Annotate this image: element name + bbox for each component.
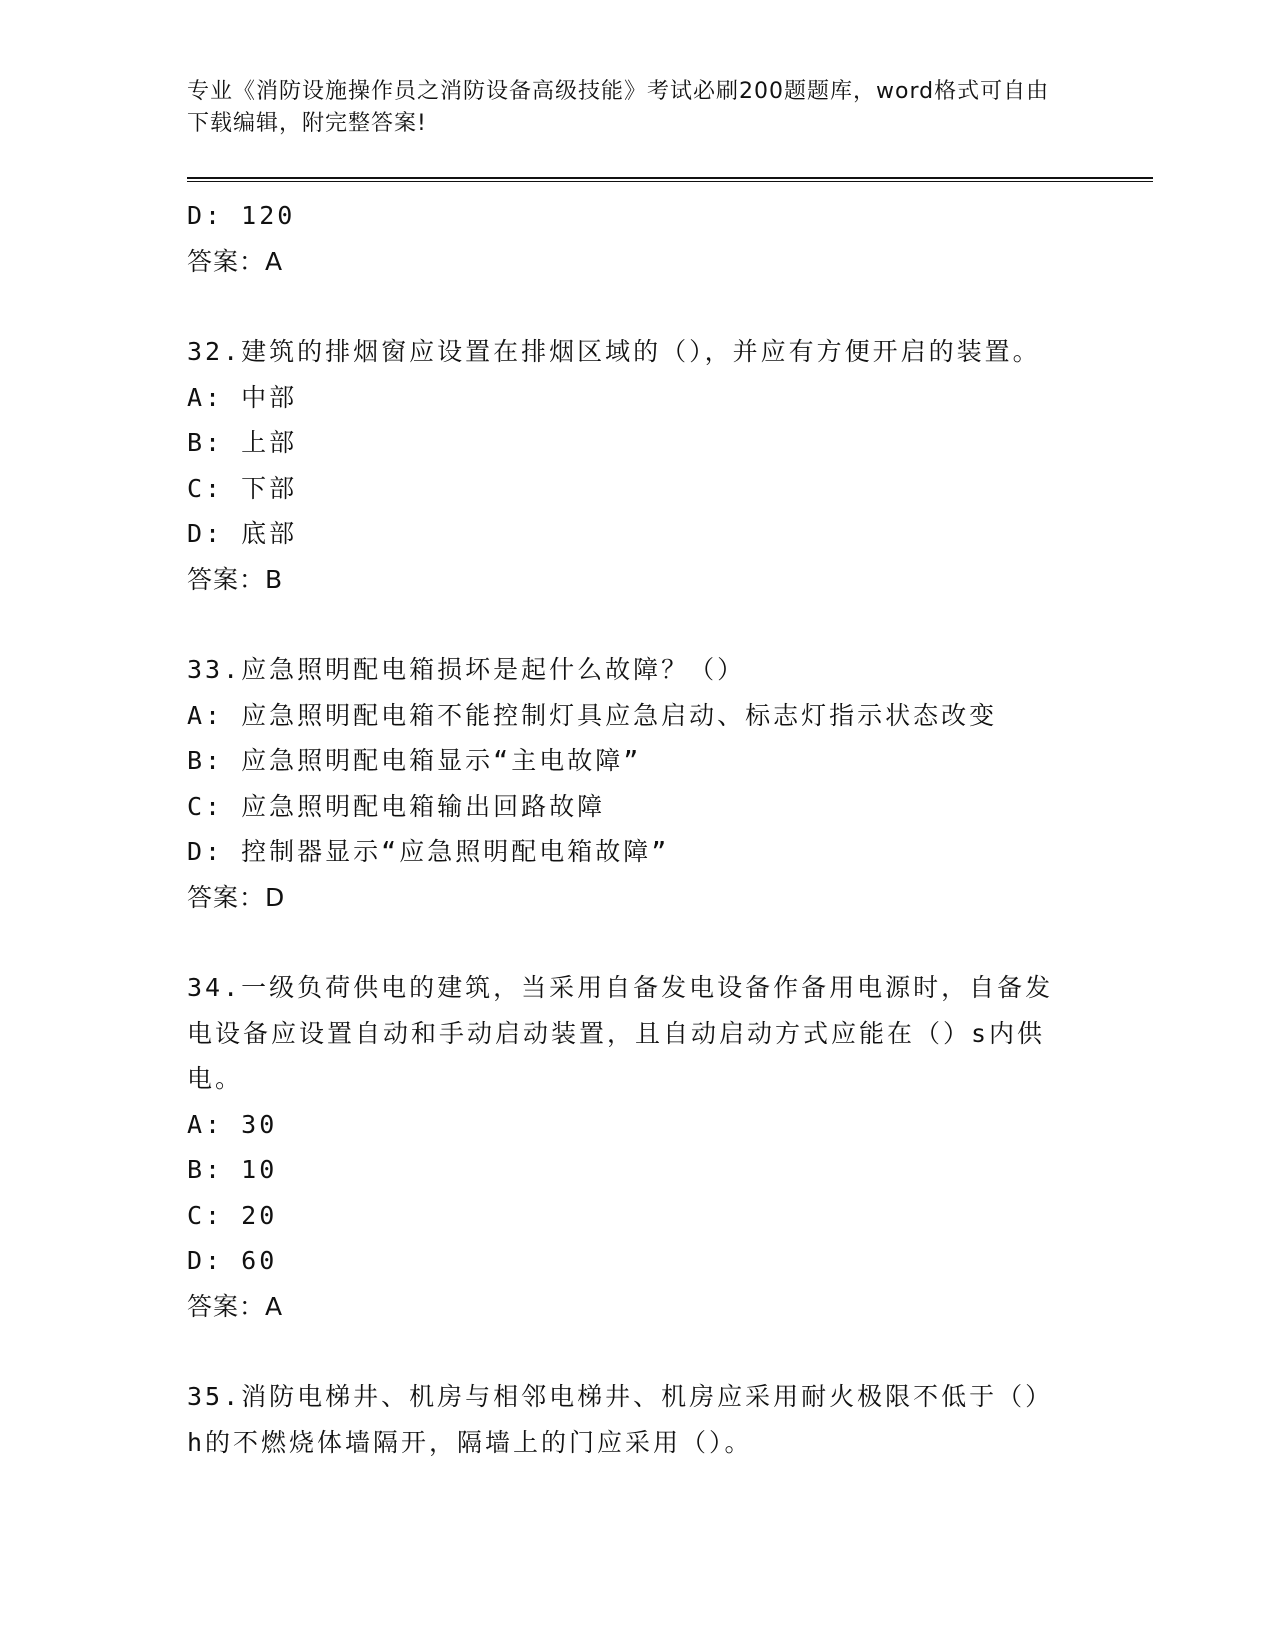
option-c: C: 应急照明配电箱输出回路故障 [187, 791, 606, 821]
option-b: B: 上部 [187, 428, 298, 457]
question-block [187, 329, 1087, 602]
option-a: A: 中部 [187, 382, 298, 412]
answer-line: 答案：D [187, 882, 286, 912]
spacer [187, 920, 1087, 965]
question-stem: 34.一级负荷供电的建筑，当采用自备发电设备作备用电源时，自备发电设备应设置自动和手动启动装置，且自动启动方式应能在（）s内供电。 [187, 973, 1054, 1093]
question-block [187, 647, 1087, 920]
spacer [187, 284, 1087, 329]
answer-line: 答案：B [187, 564, 284, 594]
page-header: 专业《消防设施操作员之消防设备高级技能》考试必刷200题题库，word格式可自由下载编辑，附完整答案! [187, 79, 1050, 136]
option-b: B: 应急照明配电箱显示“主电故障” [187, 746, 642, 775]
spacer [187, 1329, 1087, 1374]
question-stem: 35.消防电梯井、机房与相邻电梯井、机房应采用耐火极限不低于（）h的不燃烧体墙隔开，隔墙上的门应采用（）。 [187, 1382, 1054, 1457]
option-a: A: 应急照明配电箱不能控制灯具应急启动、标志灯指示状态改变 [187, 700, 998, 730]
option-d: D: 120 [187, 201, 296, 230]
question-content [187, 193, 1087, 1465]
question-stem: 33.应急照明配电箱损坏是起什么故障？（） [187, 655, 746, 684]
option-a: A: 30 [187, 1109, 278, 1139]
header-divider-thick [187, 177, 1153, 179]
question-block [187, 1374, 1087, 1465]
option-c: C: 下部 [187, 473, 298, 503]
answer-line: 答案：A [187, 1291, 284, 1321]
option-b: B: 10 [187, 1155, 278, 1184]
option-d: D: 60 [187, 1246, 278, 1275]
question-stem: 32.建筑的排烟窗应设置在排烟区域的（），并应有方便开启的装置。 [187, 337, 1041, 366]
spacer [187, 602, 1087, 647]
question-block [187, 965, 1087, 1329]
header-divider-thin [187, 181, 1153, 182]
option-d: D: 控制器显示“应急照明配电箱故障” [187, 837, 670, 866]
option-d: D: 底部 [187, 519, 298, 548]
option-c: C: 20 [187, 1200, 278, 1230]
answer-line: 答案：A [187, 246, 284, 276]
